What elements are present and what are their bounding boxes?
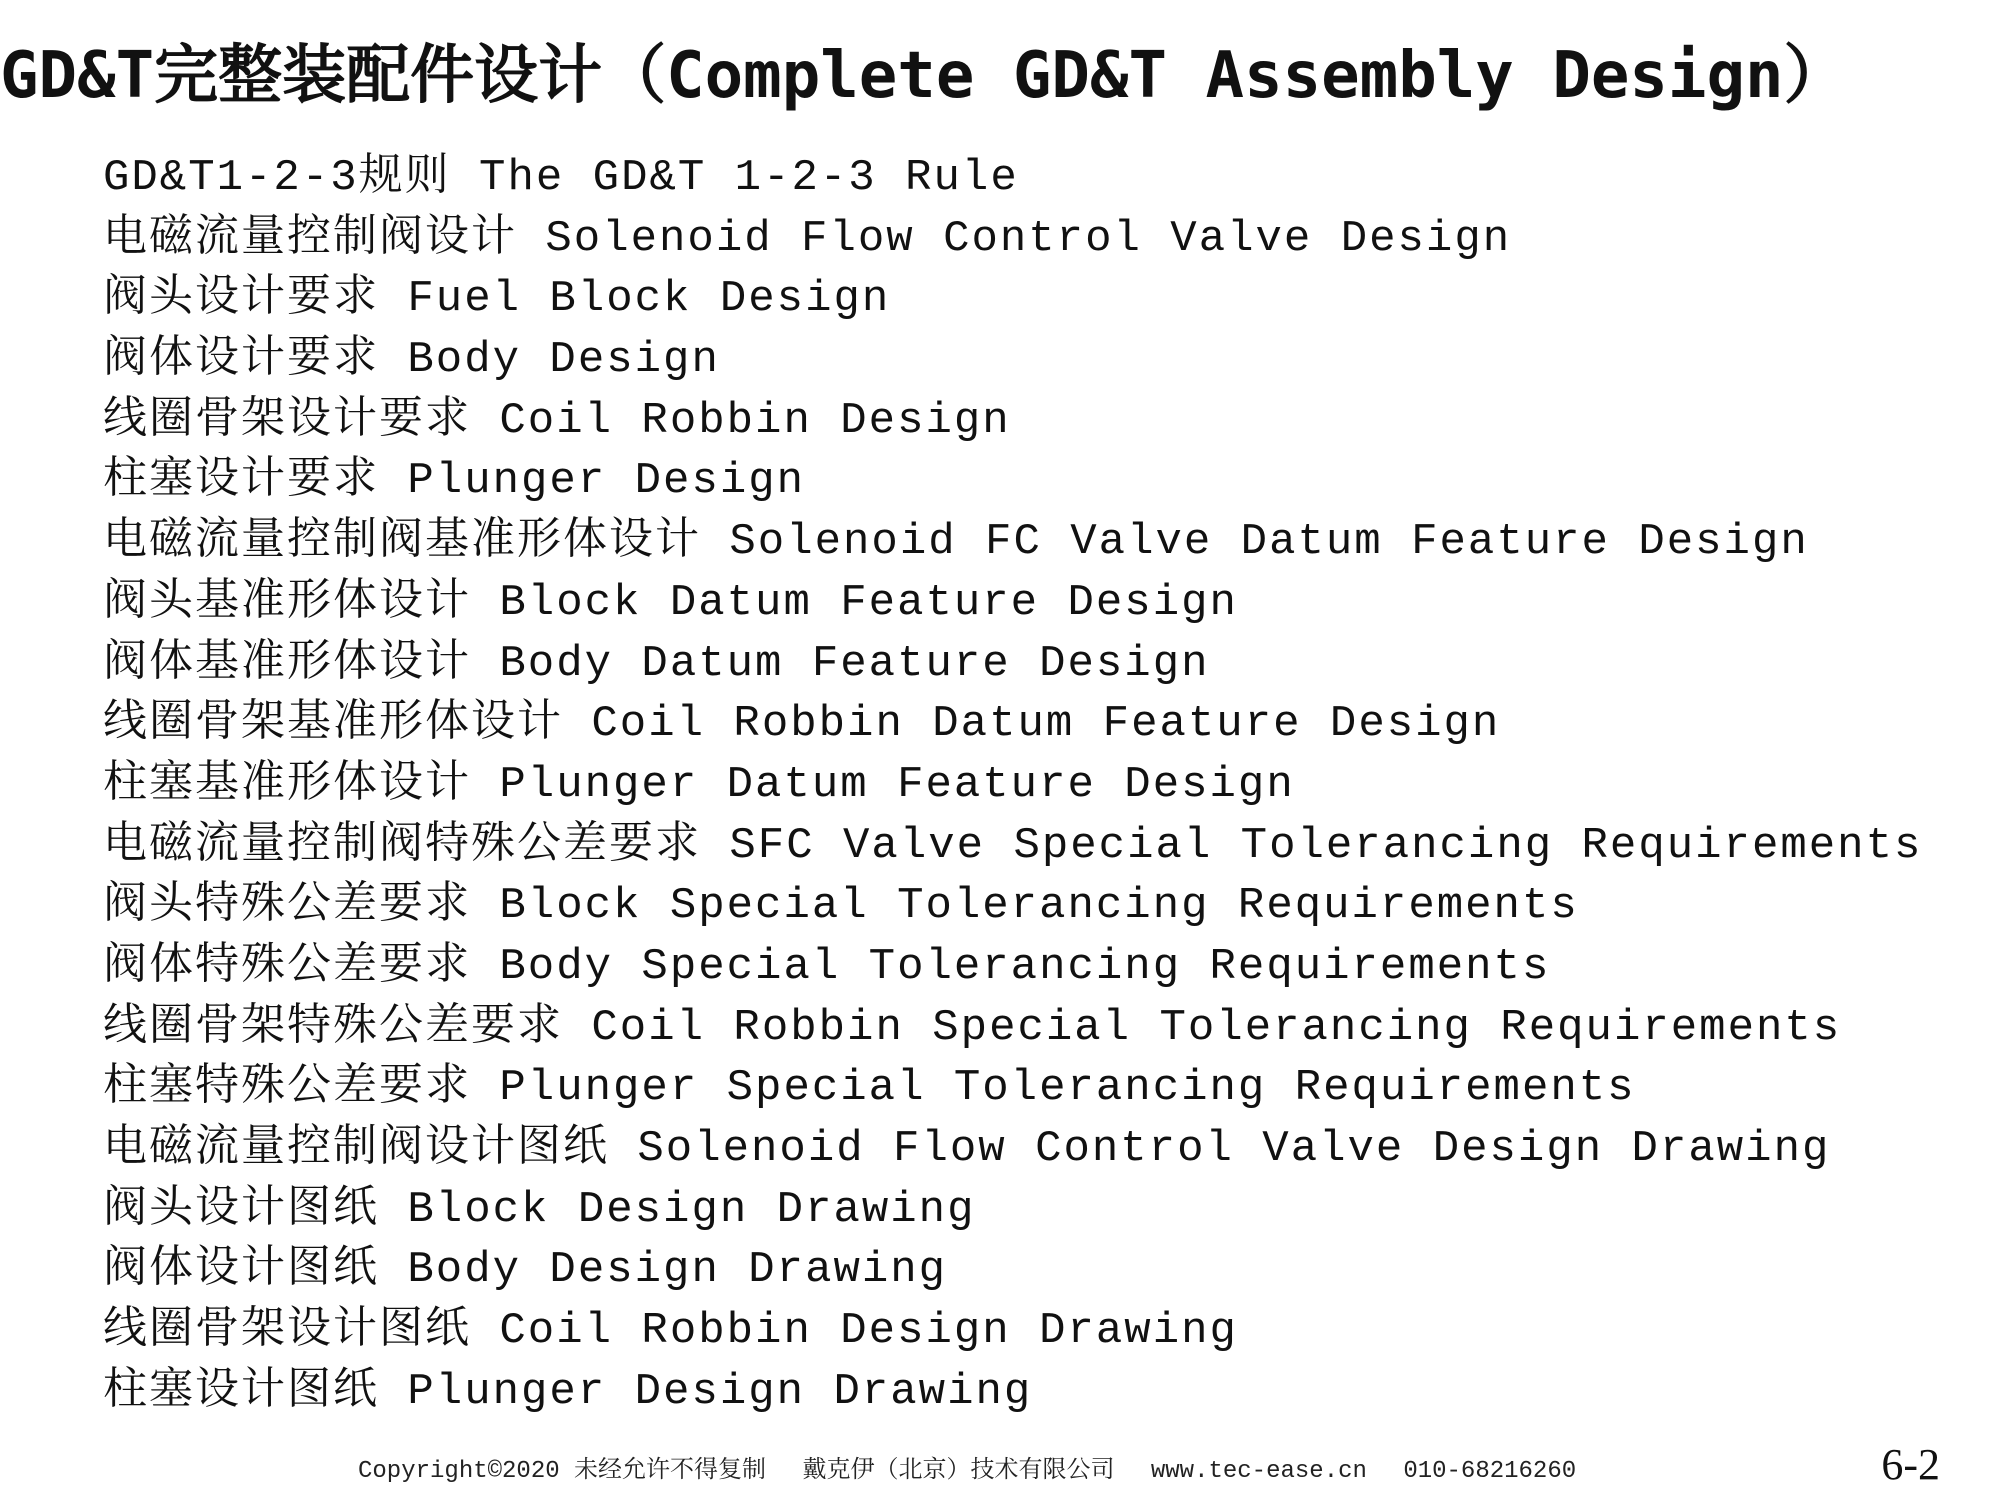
contents-item: 线圈骨架基准形体设计 Coil Robbin Datum Feature Design	[103, 699, 1501, 750]
contents-item: 阀头特殊公差要求 Block Special Tolerancing Requirements	[103, 881, 1579, 932]
contents-list	[103, 148, 1922, 1422]
footer-company: 戴克伊（北京）技术有限公司	[802, 1458, 1115, 1485]
contents-item: 电磁流量控制阀设计图纸 Solenoid Flow Control Valve Design Drawing	[103, 1124, 1831, 1174]
contents-item: 柱塞基准形体设计 Plunger Datum Feature Design	[103, 759, 1295, 810]
contents-item: GD&T1-2-3规则 The GD&T 1-2-3 Rule	[103, 153, 1019, 203]
contents-item: 线圈骨架设计要求 Coil Robbin Design	[103, 395, 1011, 446]
page-number: 6-2	[1881, 1440, 1940, 1489]
contents-item: 电磁流量控制阀特殊公差要求 SFC Valve Special Tolerancing Requirements	[103, 820, 1923, 871]
contents-item: 阀头设计图纸 Block Design Drawing	[103, 1184, 976, 1235]
contents-item: 线圈骨架设计图纸 Coil Robbin Design Drawing	[103, 1306, 1238, 1357]
footer-phone: 010-68216260	[1403, 1458, 1577, 1485]
contents-item: 阀体设计图纸 Body Design Drawing	[103, 1245, 948, 1296]
page-title: GD&T完整装配件设计（Complete GD&T Assembly Design）	[0, 39, 1848, 113]
contents-item: 柱塞特殊公差要求 Plunger Special Tolerancing Requirements	[103, 1063, 1636, 1114]
footer-website: www.tec-ease.cn	[1150, 1458, 1367, 1485]
contents-item: 柱塞设计要求 Plunger Design	[103, 456, 806, 507]
contents-item: 阀体设计要求 Body Design	[103, 335, 720, 386]
contents-item: 柱塞设计图纸 Plunger Design Drawing	[103, 1366, 1033, 1417]
contents-item: 阀头设计要求 Fuel Block Design	[103, 274, 891, 325]
contents-item: 阀头基准形体设计 Block Datum Feature Design	[103, 577, 1238, 628]
contents-item: 阀体特殊公差要求 Body Special Tolerancing Requirements	[103, 941, 1551, 992]
footer	[358, 1456, 1598, 1488]
contents-item: 电磁流量控制阀基准形体设计 Solenoid FC Valve Datum Feature Design	[103, 517, 1809, 568]
contents-item: 电磁流量控制阀设计 Solenoid Flow Control Valve Design	[103, 213, 1512, 264]
contents-item: 线圈骨架特殊公差要求 Coil Robbin Special Tolerancing Requirements	[103, 1002, 1842, 1053]
contents-item: 阀体基准形体设计 Body Datum Feature Design	[103, 638, 1210, 689]
footer-copyright: Copyright©2020 未经允许不得复制	[358, 1458, 767, 1485]
